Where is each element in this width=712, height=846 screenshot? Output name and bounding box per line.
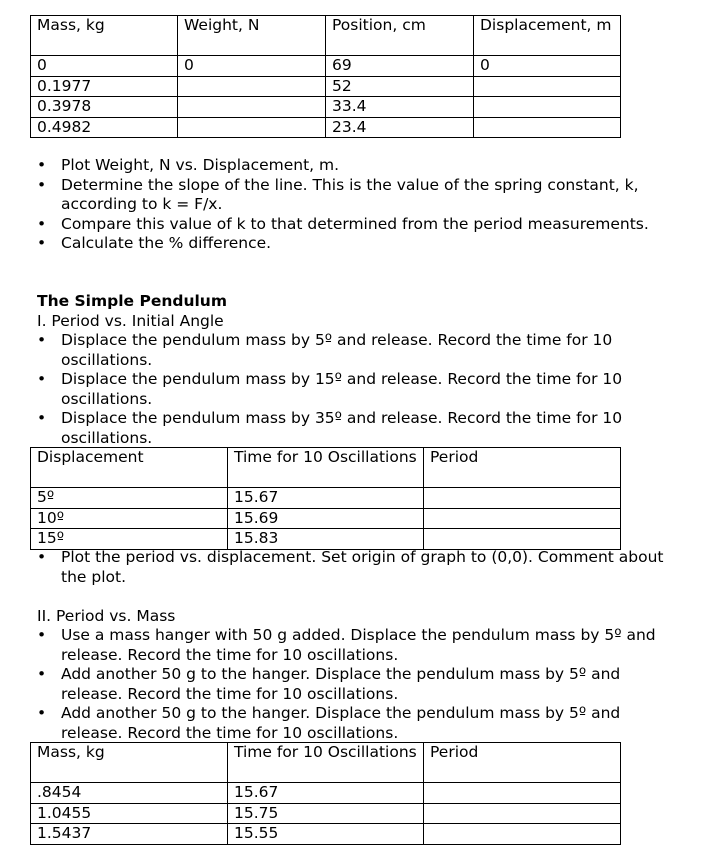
header-period: Period <box>424 448 621 488</box>
list-item: • Add another 50 g to the hanger. Displace the pendulum mass by 5º and release. Record the time for 10 oscillations. <box>37 665 677 704</box>
cell: 0 <box>474 56 621 77</box>
angle-data-table <box>30 447 621 550</box>
header-position: Position, cm <box>326 16 474 56</box>
header-time: Time for 10 Oscillations <box>228 448 424 488</box>
cell: 1.0455 <box>31 803 228 824</box>
table-row <box>31 97 621 118</box>
list-item: • Use a mass hanger with 50 g added. Displace the pendulum mass by 5º and release. Record the time for 10 oscillations. <box>37 626 677 665</box>
list-item: • Displace the pendulum mass by 5º and release. Record the time for 10 oscillations. <box>37 331 677 370</box>
list-item: • Add another 50 g to the hanger. Displace the pendulum mass by 5º and release. Record the time for 10 oscillations. <box>37 704 677 743</box>
cell: 15.83 <box>228 529 424 550</box>
list-item: • Plot Weight, N vs. Displacement, m. <box>37 156 677 176</box>
cell: 15.75 <box>228 803 424 824</box>
cell: 10º <box>31 508 228 529</box>
cell: 1.5437 <box>31 824 228 845</box>
table-row <box>31 76 621 97</box>
table-row <box>31 56 621 77</box>
cell: 52 <box>326 76 474 97</box>
header-mass: Mass, kg <box>31 16 178 56</box>
cell <box>178 97 326 118</box>
header-mass: Mass, kg <box>31 743 228 783</box>
section-title: The Simple Pendulum <box>37 292 227 310</box>
cell <box>424 488 621 509</box>
list-item: • Plot the period vs. displacement. Set origin of graph to (0,0). Comment about the plot. <box>37 548 677 587</box>
part2-title: II. Period vs. Mass <box>37 606 176 625</box>
cell <box>424 783 621 804</box>
spring-steps <box>37 156 677 254</box>
cell <box>424 529 621 550</box>
header-displacement: Displacement, m <box>474 16 621 56</box>
cell: 15º <box>31 529 228 550</box>
table-row <box>31 508 621 529</box>
part1-title: I. Period vs. Initial Angle <box>37 311 224 330</box>
cell: 5º <box>31 488 228 509</box>
cell: 15.55 <box>228 824 424 845</box>
table-header-row <box>31 448 621 488</box>
cell <box>424 803 621 824</box>
cell <box>178 117 326 138</box>
pendulum-part2 <box>37 548 677 743</box>
pendulum-part1 <box>37 292 677 448</box>
header-time: Time for 10 Oscillations <box>228 743 424 783</box>
cell: 0.3978 <box>31 97 178 118</box>
list-item: • Displace the pendulum mass by 35º and release. Record the time for 10 oscillations. <box>37 409 677 448</box>
table-header-row <box>31 743 621 783</box>
table-row <box>31 488 621 509</box>
cell: 33.4 <box>326 97 474 118</box>
cell <box>424 824 621 845</box>
list-item: • Determine the slope of the line. This is the value of the spring constant, k, according to k = F/x. <box>37 176 677 215</box>
cell <box>178 76 326 97</box>
cell: 0 <box>31 56 178 77</box>
cell: 15.67 <box>228 783 424 804</box>
cell: .8454 <box>31 783 228 804</box>
mass-data-table <box>30 742 621 845</box>
cell <box>474 97 621 118</box>
header-displacement: Displacement <box>31 448 228 488</box>
header-period: Period <box>424 743 621 783</box>
table-header-row <box>31 16 621 56</box>
table-row <box>31 803 621 824</box>
list-item: • Calculate the % difference. <box>37 234 677 254</box>
table-row <box>31 529 621 550</box>
table-row <box>31 117 621 138</box>
cell: 15.67 <box>228 488 424 509</box>
header-weight: Weight, N <box>178 16 326 56</box>
table-row <box>31 783 621 804</box>
cell <box>474 117 621 138</box>
cell: 0.4982 <box>31 117 178 138</box>
list-item: • Displace the pendulum mass by 15º and release. Record the time for 10 oscillations. <box>37 370 677 409</box>
cell: 0.1977 <box>31 76 178 97</box>
cell: 0 <box>178 56 326 77</box>
cell <box>424 508 621 529</box>
cell: 69 <box>326 56 474 77</box>
cell: 15.69 <box>228 508 424 529</box>
table-row <box>31 824 621 845</box>
spring-data-table <box>30 15 621 138</box>
cell <box>474 76 621 97</box>
cell: 23.4 <box>326 117 474 138</box>
list-item: • Compare this value of k to that determined from the period measurements. <box>37 215 677 235</box>
